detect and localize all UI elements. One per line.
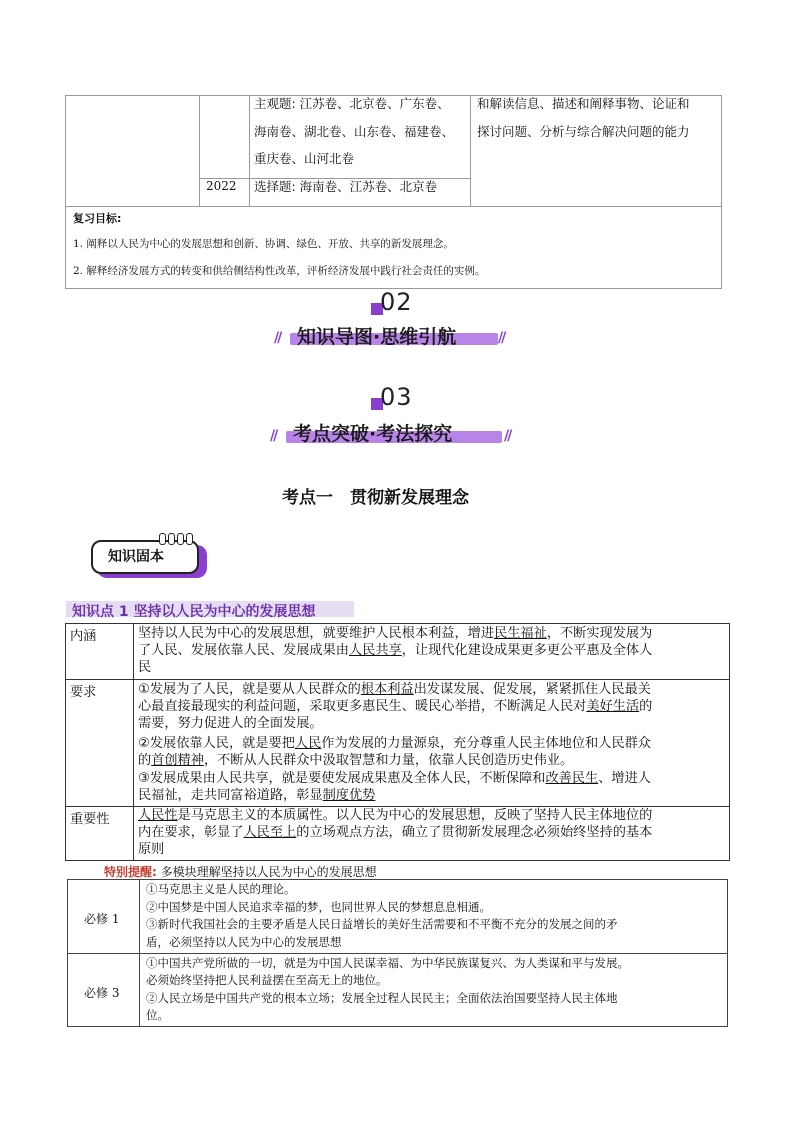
section-03-title: 考点突破·考法探究 xyxy=(293,423,453,445)
bixiu-3-label: 必修 3 xyxy=(84,986,120,1000)
badge-ring-4 xyxy=(186,533,193,545)
badge-ring-2 xyxy=(168,533,175,545)
bixiu-3-line-2: 必须始终坚持把人民利益摆在至高无上的地位。 xyxy=(146,973,388,987)
section-03-slashes-left: // xyxy=(270,428,277,444)
badge-ring-3 xyxy=(177,533,184,545)
review-goal-2: 2. 解释经济发展方式的转变和供给侧结构性改革，评析经济发展中践行社会责任的实例。 xyxy=(73,265,486,277)
section-02-slashes-left: // xyxy=(274,330,281,346)
row-zhongyao-line-1: 人民性是马克思主义的本质属性。以人民为中心的发展思想，反映了坚持人民主体地位的 xyxy=(138,808,653,823)
exam-main-line-1: 主观题: 江苏卷、北京卷、广东卷、 xyxy=(254,96,450,111)
row-yaoqiu-line-6: ③发展成果由人民共享，就是要使发展成果惠及全体人民，不断保障和改善民生、增进人 xyxy=(138,771,651,786)
row-yaoqiu-line-5: 的首创精神，不断从人民群众中汲取智慧和力量，依靠人民创造历史伟业。 xyxy=(138,753,574,768)
row-yaoqiu-line-7: 民福祉，走共同富裕道路，彰显制度优势 xyxy=(138,788,376,803)
row-yaoqiu-line-2: 心最直接最现实的利益问题，采取更多惠民生、暖民心举措，不断满足人民对美好生活的 xyxy=(138,699,653,714)
kp1-title: 知识点 1 坚持以人民为中心的发展思想 xyxy=(72,604,316,620)
row-yaoqiu-line-1: ①发展为了人民，就是要从人民群众的根本利益出发谋发展、促发展，紧紧抓住人民最关 xyxy=(138,682,651,697)
section-02-slashes-right: // xyxy=(498,330,505,346)
row-yaoqiu-label: 要求 xyxy=(70,685,97,700)
tip-label: 特别提醒: xyxy=(104,865,157,879)
section-03-slashes-right: // xyxy=(504,428,511,444)
row-neihan-line-3: 民 xyxy=(138,660,152,675)
bixiu-1-line-1: ①马克思主义是人民的理论。 xyxy=(146,882,296,896)
special-tip xyxy=(104,863,377,880)
badge-label: 知识固本 xyxy=(108,549,164,565)
row-neihan-line-2: 了人民、发展依靠人民、发展成果由人民共享，让现代化建设成果更多更公平惠及全体人 xyxy=(138,643,653,658)
review-goal-1: 1. 阐释以人民为中心的发展思想和创新、协调、绿色、开放、共享的新发展理念。 xyxy=(73,238,454,250)
exam-main-line-2: 海南卷、湖北卷、山东卷、福建卷、 xyxy=(254,124,455,139)
review-goals-title: 复习目标: xyxy=(73,212,122,225)
bixiu-1-label: 必修 1 xyxy=(84,912,120,926)
row-zhongyao-label: 重要性 xyxy=(70,812,110,827)
section-02-title: 知识导图·思维引航 xyxy=(297,326,457,348)
row-yaoqiu-line-3: 需要，努力促进人的全面发展。 xyxy=(138,716,323,731)
exam-choice: 选择题: 海南卷、江苏卷、北京卷 xyxy=(254,179,438,194)
ability-line-2: 探讨问题、分析与综合解决问题的能力 xyxy=(477,124,690,139)
exam-main-line-3: 重庆卷、山河北卷 xyxy=(254,151,355,166)
section-02-number: 02 xyxy=(380,288,413,316)
badge-ring-1 xyxy=(159,533,166,545)
section-03-number: 03 xyxy=(380,383,413,411)
bixiu-3-line-4: 位。 xyxy=(146,1008,169,1022)
row-yaoqiu-line-4: ②发展依靠人民，就是要把人民作为发展的力量源泉，充分尊重人民主体地位和人民群众 xyxy=(138,736,651,751)
row-zhongyao-line-2: 内在要求，彰显了人民至上的立场观点方法，确立了贯彻新发展理念必须始终坚持的基本 xyxy=(138,825,653,840)
row-neihan-line-1: 坚持以人民为中心的发展思想，就要维护人民根本利益，增进民生福祉，不断实现发展为 xyxy=(138,626,653,641)
bixiu-1-line-2: ②中国梦是中国人民追求幸福的梦，也同世界人民的梦想息息相通。 xyxy=(146,900,491,914)
row-neihan-label: 内涵 xyxy=(70,629,97,644)
row-zhongyao-line-3: 原则 xyxy=(138,842,165,857)
year-cell: 2022 xyxy=(206,179,237,193)
bixiu-1-line-3: ③新时代我国社会的主要矛盾是人民日益增长的美好生活需要和不平衡不充分的发展之间的矛 xyxy=(146,917,618,931)
ability-line-1: 和解读信息、描述和阐释事物、论证和 xyxy=(477,96,690,111)
bixiu-1-line-4: 盾，必须坚持以人民为中心的发展思想 xyxy=(146,935,342,949)
bixiu-3-line-1: ①中国共产党所做的一切，就是为中国人民谋幸福、为中华民族谋复兴、为人类谋和平与发展。 xyxy=(146,956,629,970)
kaodian-title: 考点一 贯彻新发展理念 xyxy=(282,488,469,508)
tip-text: 多模块理解坚持以人民为中心的发展思想 xyxy=(156,865,377,879)
bixiu-3-line-3: ②人民立场是中国共产党的根本立场；发展全过程人民民主；全面依法治国要坚持人民主体地 xyxy=(146,991,618,1005)
